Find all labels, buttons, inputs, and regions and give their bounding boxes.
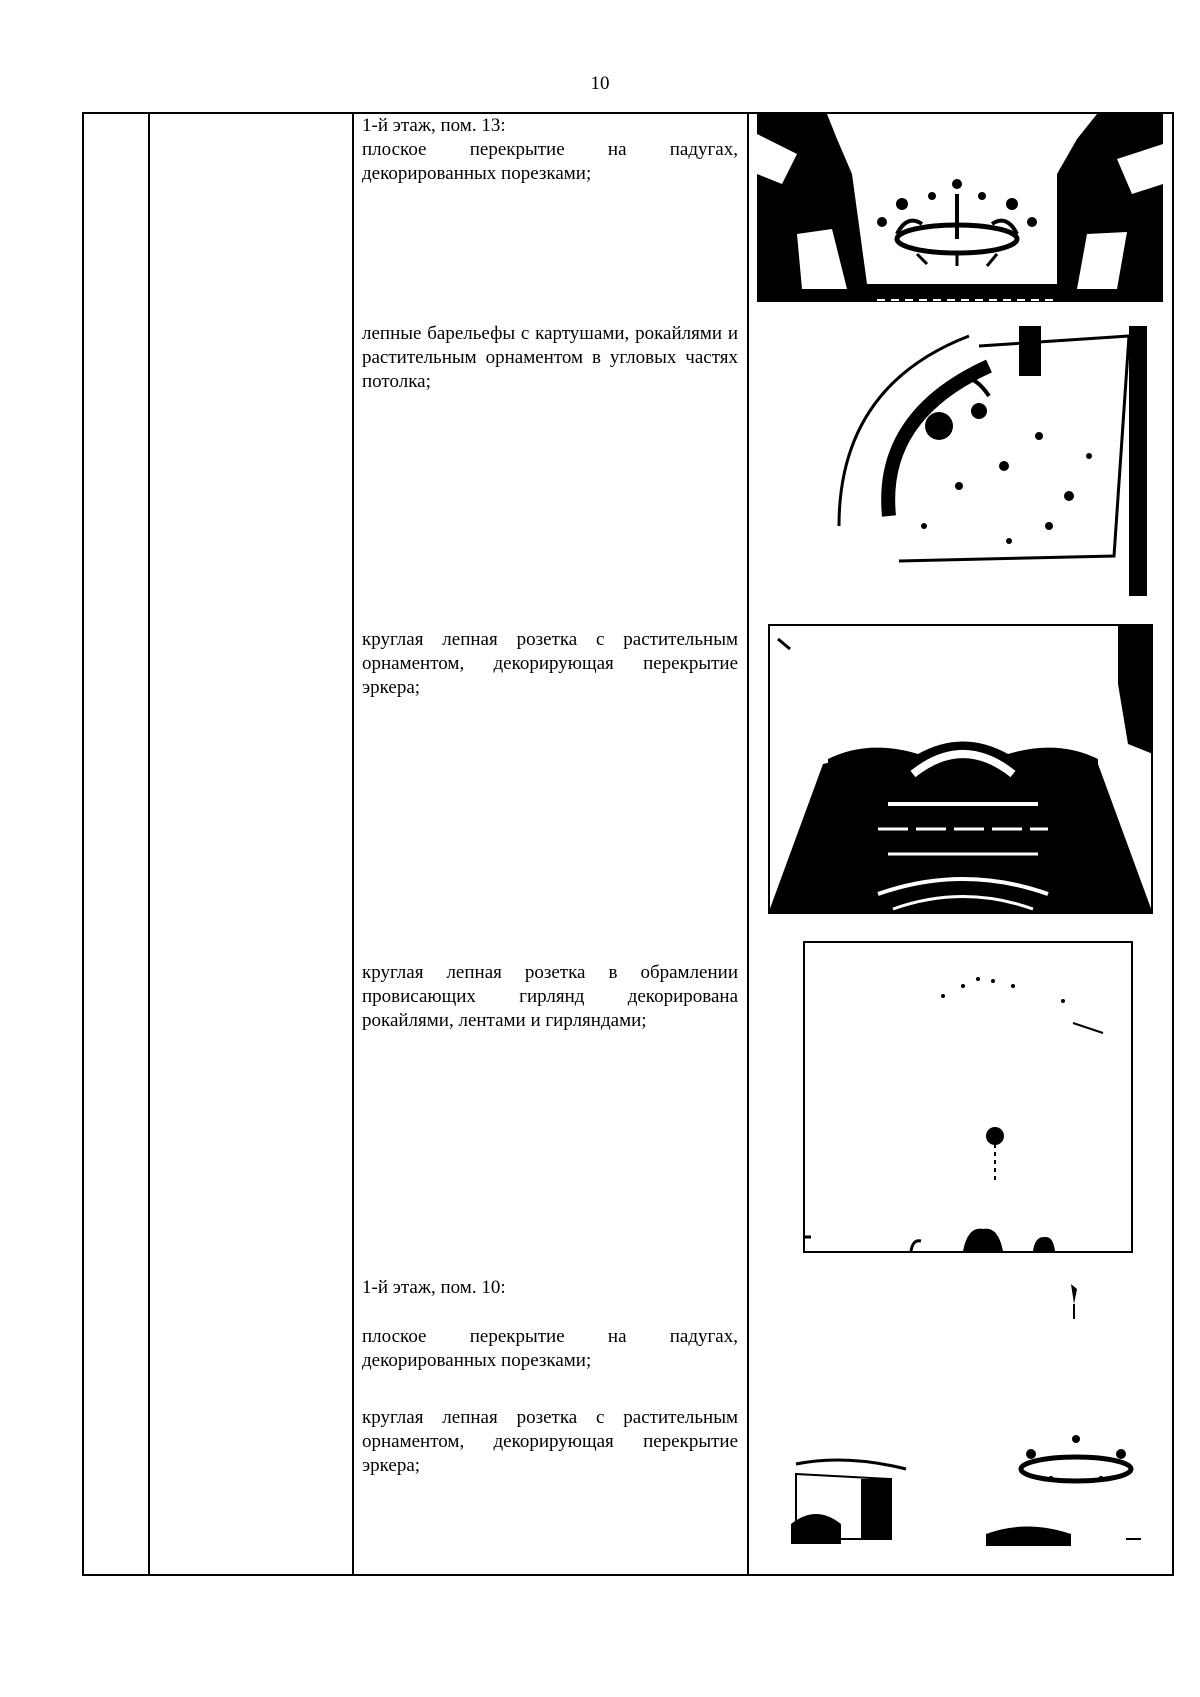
description-item: круглая лепная розетка с растительным орнаментом, декорирующая перекрытие эркера; bbox=[362, 1407, 738, 1476]
number-cell bbox=[83, 113, 149, 1575]
garland-rosette-photo bbox=[803, 941, 1133, 1253]
bay-rosette-photo bbox=[768, 624, 1153, 914]
description-item: плоское перекрытие на падугах, декорированных порезками; bbox=[362, 139, 738, 184]
bas-relief-photo bbox=[829, 326, 1149, 596]
name-cell bbox=[149, 113, 353, 1575]
description-item: круглая лепная розетка с растительным орнаментом, декорирующая перекрытие эркера; bbox=[362, 629, 738, 698]
room-heading: 1-й этаж, пом. 13: bbox=[362, 115, 506, 136]
description-item: круглая лепная розетка в обрамлении провисающих гирлянд декорирована рокайлями, лентами и гирляндами; bbox=[362, 962, 738, 1031]
photo-cell bbox=[748, 113, 1173, 1575]
description-cell bbox=[353, 113, 748, 1575]
room-heading: 1-й этаж, пом. 10: bbox=[362, 1277, 506, 1298]
description-item: лепные барельефы с картушами, рокайлями и растительным орнаментом в угловых частях потолка; bbox=[362, 323, 738, 392]
page-number: 10 bbox=[590, 73, 610, 94]
table-row bbox=[83, 113, 1173, 1575]
objects-table bbox=[82, 112, 1174, 1576]
description-item: плоское перекрытие на падугах, декорированных порезками; bbox=[362, 1326, 738, 1371]
ceiling-chandelier-photo bbox=[757, 114, 1163, 302]
room-10-ceiling-photo bbox=[771, 1264, 1151, 1554]
